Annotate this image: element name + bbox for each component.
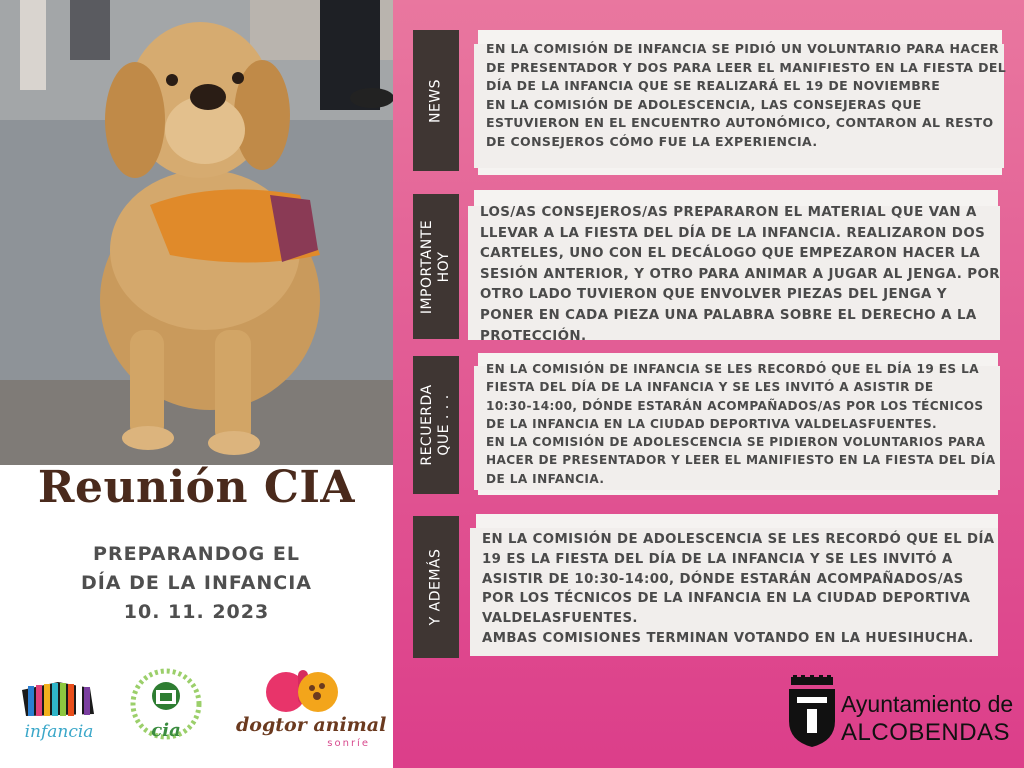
tab-importante-hoy [413, 194, 459, 339]
text-line: EN LA COMISIÓN DE ADOLESCENCIA SE PIDIERON VOLUNTARIOS PARA [486, 435, 986, 450]
cia-logo [127, 668, 205, 754]
tab-importante-hoy-label [419, 219, 453, 313]
dog-illustration [0, 0, 393, 465]
dogtor-logo-graphic [236, 664, 370, 716]
text-line: EN LA COMISIÓN DE ADOLESCENCIA, LAS CONSEJERAS QUE [486, 96, 922, 112]
tab-y-ademas-label: Y ADEMÁS [427, 548, 444, 626]
tab-label-line: HOY [436, 251, 452, 282]
dogtor-animal-logo [236, 664, 387, 754]
text-line: EN LA COMISIÓN DE ADOLESCENCIA SE LES RECORDÓ QUE EL DÍA [482, 532, 995, 547]
dogtor-logo-text: dogtor animal [236, 714, 387, 736]
news-text [486, 40, 1006, 151]
text-line: EN LA COMISIÓN DE INFANCIA SE LES RECORDÓ QUE EL DÍA 19 ES LA [486, 362, 980, 376]
ayuntamiento-logo [787, 675, 1014, 755]
text-line: CARTELES, UNO CON EL DECÁLOGO QUE EMPEZARON HACER LA [480, 246, 981, 262]
recuerda-text [486, 360, 995, 488]
ayuntamiento-city: ALCOBENDAS [841, 719, 1011, 746]
text-line: DE LA INFANCIA. [486, 471, 605, 486]
text-line: PROTECCIÓN. [480, 328, 587, 344]
text-line: LLEVAR A LA FIESTA DEL DÍA DE LA INFANCIA. REALIZARON DOS [480, 225, 986, 241]
text-line: DE PRESENTADOR Y DOS PARA LEER EL MANIFIESTO EN LA FIESTA DEL [486, 59, 1007, 75]
text-line: PONER EN CADA PIEZA UNA PALABRA SOBRE EL DERECHO A LA [480, 307, 977, 323]
text-line: EN LA COMISIÓN DE INFANCIA SE PIDIÓ UN VOLUNTARIO PARA HACER [486, 41, 999, 56]
text-line: DE CONSEJEROS CÓMO FUE LA EXPERIENCIA. [486, 133, 818, 149]
tab-y-ademas [413, 516, 459, 658]
infancia-logo-text: infancia [24, 722, 94, 742]
ademas-text [482, 530, 995, 649]
dog-photo [0, 0, 393, 465]
tab-label-line: RECUERDA [419, 384, 435, 466]
tab-news [413, 30, 459, 171]
text-line: SESIÓN ANTERIOR, Y OTRO PARA ANIMAR A JUGAR AL JENGA. POR [480, 266, 1000, 282]
subtitle-line: 10. 11. 2023 [123, 601, 270, 623]
ayuntamiento-name: Ayuntamiento de [841, 691, 1014, 717]
tab-news-label: NEWS [427, 78, 444, 123]
text-line: HACER DE PRESENTADOR Y LEER EL MANIFIESTO EN LA FIESTA DEL DÍA [486, 453, 996, 468]
tab-recuerda-que-label [419, 384, 453, 465]
importante-text [480, 203, 1000, 347]
text-line: LOS/AS CONSEJEROS/AS PREPARARON EL MATERIAL QUE VAN A [480, 205, 977, 220]
text-line: DÍA DE LA INFANCIA QUE SE REALIZARÁ EL 19 DE NOVIEMBRE [486, 78, 941, 93]
tab-recuerda-que [413, 356, 459, 494]
text-line: 10:30-14:00, DÓNDE ESTARÁN ACOMPAÑADOS/AS POR LOS TÉCNICOS [486, 398, 984, 413]
dogtor-logo-subtext: sonríe [327, 738, 370, 749]
text-line: VALDELASFUENTES. [482, 611, 638, 627]
infancia-logo [18, 672, 100, 742]
subtitle-line: DÍA DE LA INFANCIA [80, 572, 313, 594]
text-line: 19 ES LA FIESTA DEL DÍA DE LA INFANCIA Y SE LES INVITÓ A [482, 551, 953, 567]
page-subtitle [0, 540, 393, 627]
cia-logo-graphic [127, 668, 205, 754]
text-line: ESTUVIERON EN EL ENCUENTRO AUTONÓMICO, CONTARON AL RESTO [486, 115, 994, 130]
page-title: Reunión CIA [37, 462, 356, 513]
cia-logo-text: cia [151, 720, 181, 741]
infancia-logo-graphic [18, 672, 100, 722]
text-line: FIESTA DEL DÍA DE LA INFANCIA Y SE LES INVITÓ A ASISTIR DE [486, 380, 934, 395]
tab-label-line: QUE . . . [436, 394, 452, 456]
subtitle-line: PREPARANDOG EL [93, 543, 300, 565]
text-line: ASISTIR DE 10:30-14:00, DÓNDE ESTARÁN ACOMPAÑADOS/AS [482, 571, 964, 587]
text-line: DE LA INFANCIA EN LA CIUDAD DEPORTIVA VALDELASFUENTES. [486, 416, 938, 431]
text-line: POR LOS TÉCNICOS DE LA INFANCIA EN LA CIUDAD DEPORTIVA [482, 591, 971, 607]
tab-label-line: IMPORTANTE [419, 219, 435, 314]
text-line: OTRO LADO TUVIERON QUE ENVOLVER PIEZAS DEL JENGA Y [480, 287, 947, 303]
ayuntamiento-crest-icon [787, 675, 837, 749]
text-line: AMBAS COMISIONES TERMINAN VOTANDO EN LA HUESIHUCHA. [482, 630, 974, 646]
